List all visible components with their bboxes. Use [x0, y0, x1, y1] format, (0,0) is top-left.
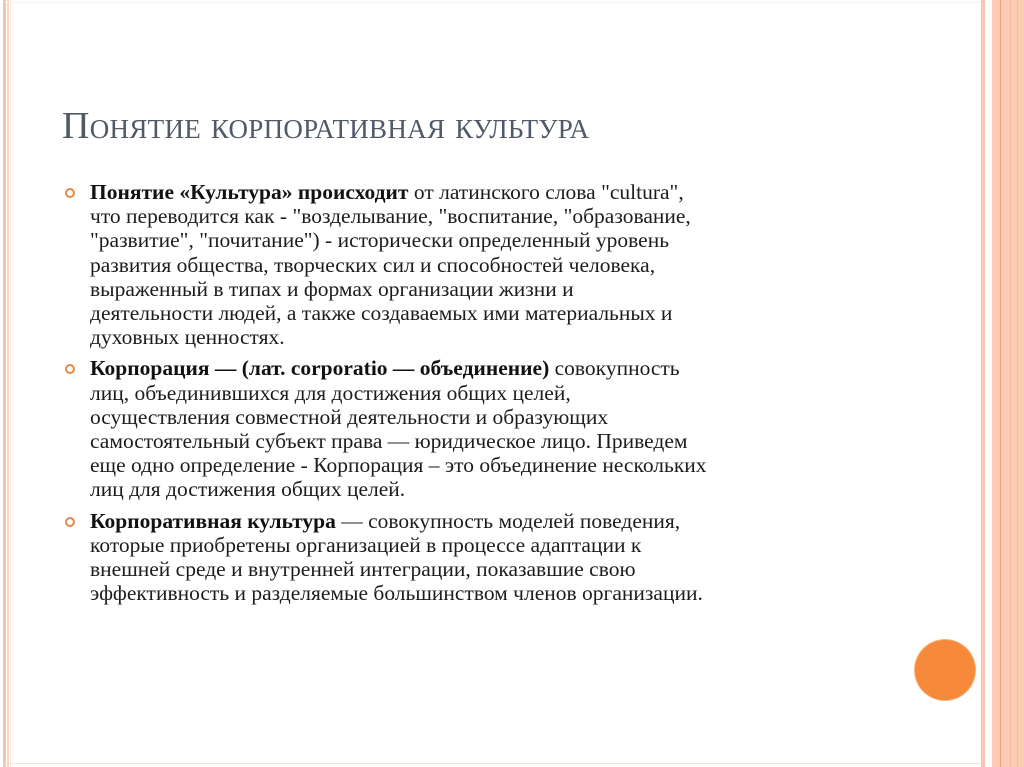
text-fragment: от латинского слова "cultura",: [408, 180, 684, 204]
text-line: [90, 356, 902, 380]
ring-bullet-icon: [65, 364, 75, 374]
text-line: духовных ценностях.: [90, 325, 285, 350]
bullet-item-corporation: [62, 356, 902, 501]
left-border-stripe: [3, 0, 6, 767]
bold-term: Понятие «Культура» происходит: [90, 180, 409, 204]
ring-bullet-icon: [65, 517, 75, 527]
bold-term: Корпорация — (лат. corporatio — объединение): [90, 356, 550, 381]
text-line: внешней среде и внутренней интеграции, показавшие свою: [90, 557, 636, 582]
text-line: самостоятельный субъект права — юридическое лицо. Приведем: [90, 429, 688, 454]
text-line: развития общества, творческих сил и способностей человека,: [90, 252, 656, 277]
bottom-border-line: [4, 763, 982, 764]
text-line: "развитие", "почитание") - исторически определенный уровень: [90, 228, 669, 253]
bullet-item-culture: [62, 180, 902, 349]
text-line: выраженный в типах и формах организации жизни и: [90, 276, 574, 301]
text-line: еще одно определение - Корпорация – это объединение нескольких: [90, 453, 707, 478]
text-line: лиц для достижения общих целей.: [90, 477, 406, 502]
right-border-stripe: [1000, 0, 1001, 767]
bullet-item-corporate-culture: [62, 509, 902, 606]
bullet-list: [62, 180, 902, 612]
slide-title: Понятие корпоративная культура: [62, 105, 590, 147]
text-line: [90, 509, 902, 533]
ring-bullet-icon: [65, 188, 75, 198]
text-line: лиц, объединившихся для достижения общих целей,: [90, 380, 571, 405]
bold-term: Корпоративная культура: [90, 508, 336, 533]
text-line: деятельности людей, а также создаваемых ими материальных и: [90, 301, 673, 326]
right-border-stripe: [1017, 0, 1018, 767]
text-fragment: совокупность: [549, 356, 680, 381]
text-line: эффективность и разделяемые большинством членов организации.: [90, 581, 703, 606]
left-border-stripe: [10, 0, 11, 767]
decorative-orange-circle-icon: [915, 640, 975, 700]
bullet-text: [90, 180, 902, 349]
text-fragment: — совокупность моделей поведения,: [335, 508, 681, 533]
right-border-band: [992, 0, 1024, 767]
text-line: которые приобретены организацией в процессе адаптации к: [90, 532, 642, 557]
bullet-text: [90, 356, 902, 501]
text-line: [90, 180, 902, 204]
right-border-stripe: [981, 0, 985, 767]
text-line: что переводится как - "возделывание, "воспитание, "образование,: [90, 204, 691, 229]
top-border-line: [4, 2, 982, 3]
text-line: осуществления совместной деятельности и образующих: [90, 404, 609, 429]
bullet-text: [90, 509, 902, 606]
left-border-stripe: [7, 0, 9, 767]
right-border-stripe: [1010, 0, 1011, 767]
